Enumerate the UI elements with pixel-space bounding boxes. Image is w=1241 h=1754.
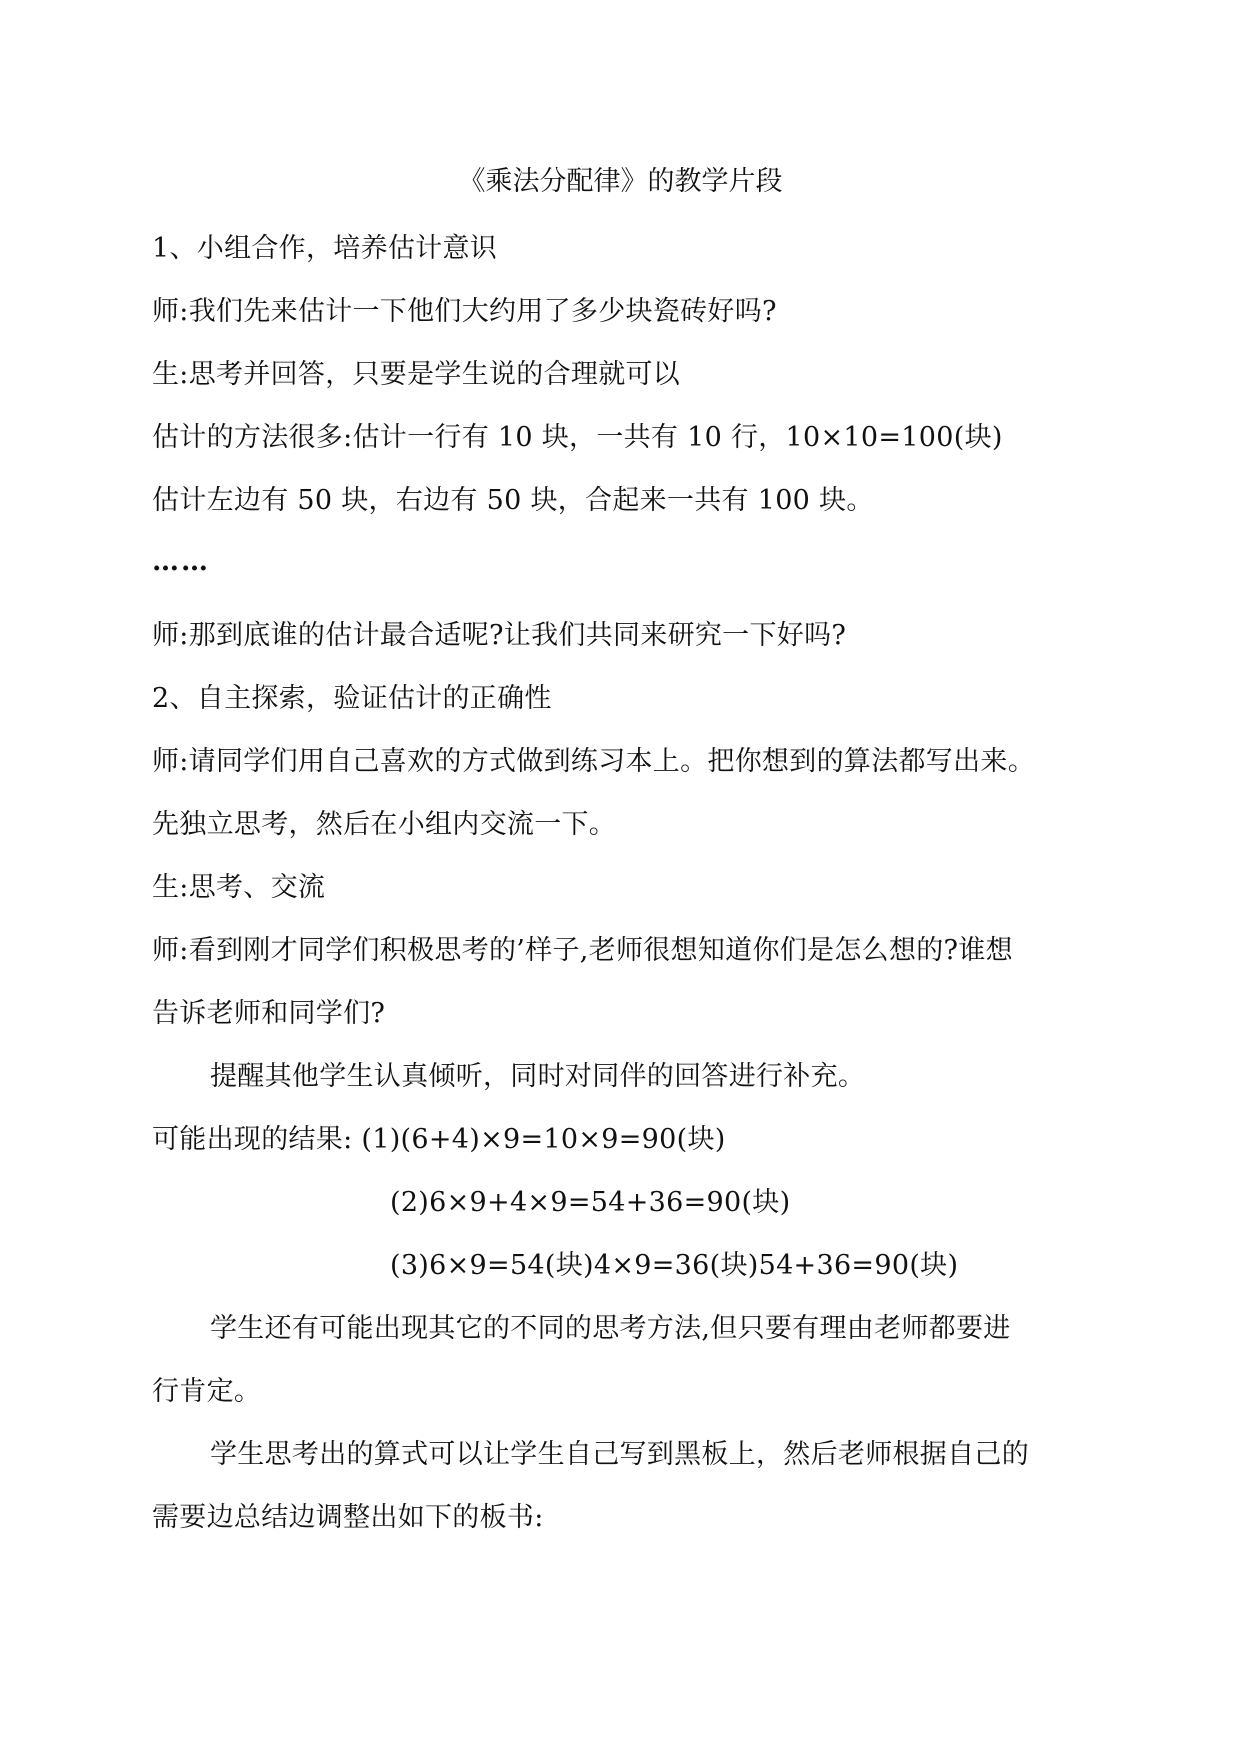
result-line: 可能出现的结果: (1)(6+4)×9=10×9=90(块) xyxy=(152,1124,726,1155)
document-title: 《乘法分配律》的教学片段 xyxy=(458,166,783,197)
teacher-line: 师:请同学们用自己喜欢的方式做到练习本上。把你想到的算法都写出来。 xyxy=(152,746,1035,777)
result-formula: (2)6×9+4×9=54+36=90(块) xyxy=(390,1187,791,1218)
paragraph-line: 先独立思考，然后在小组内交流一下。 xyxy=(152,809,617,840)
paragraph-line: 学生思考出的算式可以让学生自己写到黑板上，然后老师根据自己的 xyxy=(210,1439,1029,1470)
teacher-line: 师:看到刚才同学们积极思考的’样子,老师很想知道你们是怎么想的?谁想 xyxy=(152,935,1013,966)
paragraph-line: 告诉老师和同学们? xyxy=(152,998,386,1029)
section-heading-1: 1、小组合作，培养估计意识 xyxy=(152,233,498,264)
paragraph-line: 需要边总结边调整出如下的板书: xyxy=(152,1502,544,1533)
paragraph-line: 行肯定。 xyxy=(152,1376,262,1407)
estimate-method-line: 估计的方法很多:估计一行有 10 块，一共有 10 行，10×10=100(块) xyxy=(152,422,1003,453)
paragraph-line: 提醒其他学生认真倾听，同时对同伴的回答进行补充。 xyxy=(210,1061,866,1092)
student-line: 生:思考、交流 xyxy=(152,872,326,903)
teacher-line: 师:那到底谁的估计最合适呢?让我们共同来研究一下好吗? xyxy=(152,620,847,651)
student-line: 生:思考并回答，只要是学生说的合理就可以 xyxy=(152,359,681,390)
paragraph-line: 学生还有可能出现其它的不同的思考方法,但只要有理由老师都要进 xyxy=(210,1313,1011,1344)
ellipsis: …… xyxy=(152,546,210,577)
section-heading-2: 2、自主探索，验证估计的正确性 xyxy=(152,683,552,714)
teacher-line: 师:我们先来估计一下他们大约用了多少块瓷砖好吗? xyxy=(152,296,777,327)
estimate-line: 估计左边有 50 块，右边有 50 块，合起来一共有 100 块。 xyxy=(152,485,874,516)
result-formula: (3)6×9=54(块)4×9=36(块)54+36=90(块) xyxy=(390,1250,959,1281)
